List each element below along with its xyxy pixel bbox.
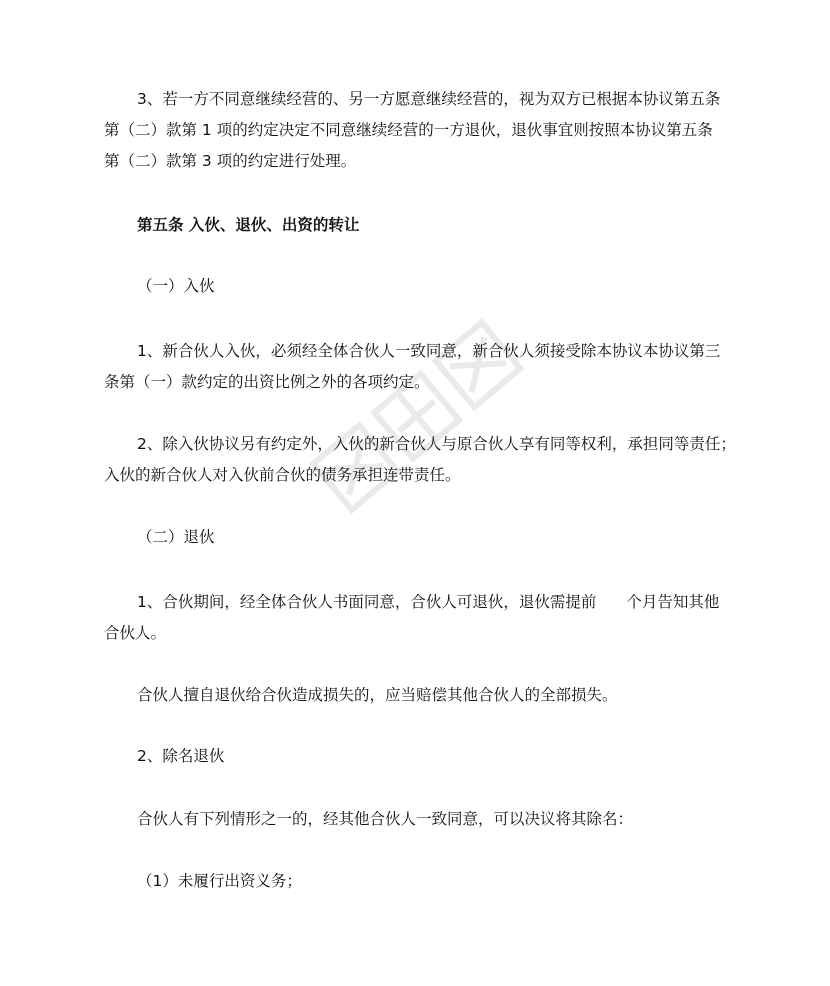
item-1-1 — [104, 336, 726, 398]
item-2-2-title: 2、除名退伙 — [137, 747, 225, 765]
item-1-2-line-1: 2、除入伙协议另有约定外，入伙的新合伙人与原合伙人享有同等权利，承担同等责任； — [137, 435, 736, 453]
item-1-2-line-2: 入伙的新合伙人对入伙前合伙的债务承担连带责任。 — [104, 466, 461, 484]
section-1-title: （一）入伙 — [137, 277, 215, 295]
item-2-2-intro: 合伙人有下列情形之一的，经其他合伙人一致同意，可以决议将其除名： — [137, 810, 634, 828]
item-1-1-line-2: 条第（一）款约定的出资比例之外的各项约定。 — [104, 373, 430, 391]
clause-3-line-1: 3、若一方不同意继续经营的、另一方愿意继续经营的，视为双方已根据本协议第五条 — [137, 90, 721, 108]
clause-3-line-3: 第（二）款第 3 项的约定进行处理。 — [104, 152, 357, 170]
item-1-2 — [104, 429, 736, 491]
article-5-title: 第五条 入伙、退伙、出资的转让 — [137, 216, 360, 234]
item-1-1-line-1: 1、新合伙人入伙，必须经全体合伙人一致同意，新合伙人须接受除本协议本协议第三 — [137, 342, 721, 360]
item-2-1 — [104, 587, 726, 649]
clause-3 — [104, 84, 726, 177]
clause-3-line-2: 第（二）款第 1 项的约定决定不同意继续经营的一方退伙，退伙事宜则按照本协议第五条 — [104, 121, 713, 139]
item-2-1-line-2: 合伙人。 — [104, 624, 167, 642]
section-2-title: （二）退伙 — [137, 528, 215, 546]
item-2-2-case-1: （1）未履行出资义务； — [137, 872, 302, 890]
item-2-1-line-1-b: 个月告知其他 — [626, 593, 720, 611]
item-2-1-line-1-a: 1、合伙期间，经全体合伙人书面同意，合伙人可退伙，退伙需提前 — [137, 593, 597, 611]
watermark-icon — [290, 290, 550, 550]
item-2-1-note: 合伙人擅自退伙给合伙造成损失的，应当赔偿其他合伙人的全部损失。 — [137, 686, 618, 704]
item-2-1-line-1 — [104, 587, 726, 618]
